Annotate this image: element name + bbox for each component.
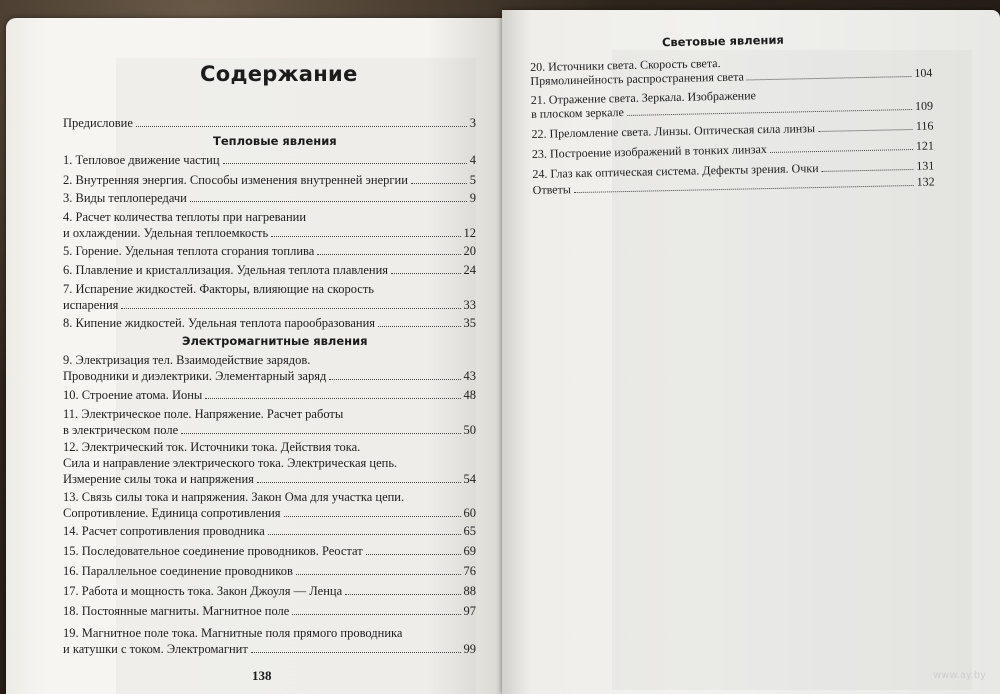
toc-entry-page: 88 [463, 584, 476, 598]
leader-dots [181, 433, 460, 434]
toc-entry [63, 583, 476, 599]
toc-entry [63, 523, 476, 539]
toc-entry-text: 22. Преломление света. Линзы. Оптическая сила линзы [531, 121, 816, 141]
toc-entry [531, 85, 933, 121]
toc-entry-text: и катушки с током. Электромагнит [63, 642, 248, 656]
leader-dots [747, 76, 912, 80]
toc-entry-text: Ответы [532, 182, 572, 197]
toc-entry-page: 9 [469, 191, 476, 205]
toc-entry-text: 24. Глаз как оптическая система. Дефекты зрения. Очки [532, 160, 819, 181]
toc-entry-text: 16. Параллельное соединение проводников [63, 564, 293, 578]
toc-entry [63, 543, 476, 559]
toc-entry-text: Проводники и диэлектрики. Элементарный заряд [63, 369, 327, 383]
toc-entry [63, 563, 476, 579]
toc-entry-text: 12. Электрический ток. Источники тока. Действия тока. [63, 440, 361, 454]
toc-entry [63, 387, 476, 403]
watermark: www.ay.by [933, 670, 986, 681]
toc-entry-page: 116 [915, 118, 934, 133]
toc-entry-page: 121 [915, 138, 935, 153]
toc-entry-text: 7. Испарение жидкостей. Факторы, влияющие на скорость [63, 282, 374, 296]
toc-entry-text: 10. Строение атома. Ионы [63, 388, 203, 402]
toc-entry-page: 69 [463, 544, 476, 558]
toc-entry-page: 99 [463, 642, 476, 656]
toc-entry-text: 8. Кипение жидкостей. Удельная теплота парообразования [63, 316, 376, 330]
toc-entry [63, 603, 476, 619]
toc-entry [531, 119, 933, 141]
toc-entry-page: 24 [463, 263, 476, 277]
toc-entry-text: 11. Электрическое поле. Напряжение. Расчет работы [63, 407, 344, 421]
toc-list-right [530, 52, 935, 197]
toc-entry [63, 281, 476, 313]
toc-entry-page: 3 [469, 116, 476, 130]
leader-dots [818, 129, 913, 132]
toc-entry-page: 97 [463, 604, 476, 618]
leader-dots [292, 614, 460, 615]
toc-entry-page: 12 [463, 226, 476, 240]
toc-entry [63, 315, 476, 331]
toc-entry-text: 13. Связь силы тока и напряжения. Закон Ома для участка цепи. [63, 490, 405, 504]
toc-entry-text: 9. Электризация тел. Взаимодействие зарядов. [63, 353, 311, 367]
leader-dots [251, 652, 461, 653]
toc-entry-text: Сила и направление электрического тока. Электрическая цепь. [63, 456, 398, 470]
toc-entry-page: 20 [463, 244, 476, 258]
leader-dots [257, 482, 461, 483]
section-heading-optics: Световые явления [661, 32, 784, 50]
toc-entry [63, 262, 476, 278]
contents-title: Содержание [200, 62, 358, 86]
toc-entry-page: 60 [463, 506, 476, 520]
toc-entry-text: 18. Постоянные магниты. Магнитное поле [63, 604, 290, 618]
leader-dots [284, 516, 461, 517]
toc-entry-text: Сопротивление. Единица сопротивления [63, 506, 281, 520]
toc-entry-page: 65 [463, 524, 476, 538]
toc-entry [63, 243, 476, 259]
toc-entry-page: 76 [463, 564, 476, 578]
leader-dots [345, 594, 460, 595]
toc-entry-page: 5 [469, 173, 476, 187]
toc-entry [63, 352, 476, 384]
toc-entry-text: 4. Расчет количества теплоты при нагревании [63, 210, 307, 224]
leader-dots [770, 149, 913, 153]
toc-entry [63, 625, 476, 657]
toc-entry [63, 489, 476, 521]
leader-dots [366, 554, 461, 555]
leader-dots [205, 398, 460, 399]
toc-entry-page: 43 [463, 369, 476, 383]
toc-entry-page: 132 [916, 174, 935, 189]
leader-dots [329, 379, 460, 380]
toc-entry [63, 209, 476, 241]
toc-entry-text: 19. Магнитное поле тока. Магнитные поля прямого проводника [63, 626, 403, 640]
toc-entry-text: в плоском зеркале [530, 105, 625, 121]
leader-dots [136, 126, 467, 127]
toc-entry-text: 23. Построение изображений в тонких линзах [531, 142, 767, 161]
toc-entry-text: 2. Внутренняя энергия. Способы изменения внутренней энергии [63, 173, 408, 187]
toc-entry-text: 14. Расчет сопротивления проводника [63, 524, 265, 538]
toc-entry-text: и охлаждении. Удельная теплоемкость [63, 226, 269, 240]
toc-entry-text: Предисловие [63, 116, 133, 130]
toc-entry-text: 6. Плавление и кристаллизация. Удельная теплота плавления [63, 263, 389, 277]
toc-entry-text: 21. Отражение света. Зеркала. Изображение [530, 88, 757, 107]
toc-entry-page: 35 [463, 316, 476, 330]
toc-entry-text: 20. Источники света. Скорость света. [530, 56, 721, 74]
toc-entry-text: 5. Горение. Удельная теплота сгорания топлива [63, 244, 315, 258]
toc-entry-text: 3. Виды теплопередачи [63, 191, 187, 205]
section-heading-thermal: Тепловые явления [213, 134, 337, 148]
toc-entry-text: 1. Тепловое движение частиц [63, 153, 220, 167]
leader-dots [271, 236, 460, 237]
toc-entry [63, 152, 476, 168]
toc-entry-page: 50 [463, 423, 476, 437]
toc-entry [63, 172, 476, 188]
page-number: 138 [252, 668, 272, 683]
leader-dots [121, 308, 460, 309]
toc-entry-page: 54 [463, 472, 476, 486]
toc-entry [63, 406, 476, 438]
leader-dots [391, 273, 460, 274]
toc-entry-page: 109 [914, 98, 934, 113]
toc-entry [63, 439, 476, 487]
toc-entry [532, 139, 934, 161]
toc-entry-text: испарения [63, 298, 119, 312]
leader-dots [268, 534, 461, 535]
toc-entry-page: 4 [469, 153, 476, 167]
leader-dots [411, 183, 467, 184]
toc-entry-text: Измерение силы тока и напряжения [63, 472, 254, 486]
toc-entry-text: 17. Работа и мощность тока. Закон Джоуля — Ленца [63, 584, 343, 598]
leader-dots [317, 254, 460, 255]
toc-entry-page: 33 [463, 298, 476, 312]
toc-entry-page: 48 [463, 388, 476, 402]
section-heading-electromagnetic: Электромагнитные явления [182, 334, 368, 348]
toc-entry-page: 131 [916, 158, 935, 173]
leader-dots [223, 163, 467, 164]
leader-dots [627, 109, 912, 116]
toc-entry [63, 190, 476, 206]
leader-dots [822, 169, 914, 172]
leader-dots [190, 201, 467, 202]
leader-dots [296, 574, 461, 575]
toc-entry-preface [63, 115, 476, 131]
toc-entry-page: 104 [914, 65, 933, 80]
toc-entry-text: 15. Последовательное соединение проводников. Реостат [63, 544, 363, 558]
leader-dots [378, 326, 460, 327]
toc-entry-text: в электрическом поле [63, 423, 179, 437]
toc-entry-text: Прямолинейность распространения света [530, 69, 745, 88]
